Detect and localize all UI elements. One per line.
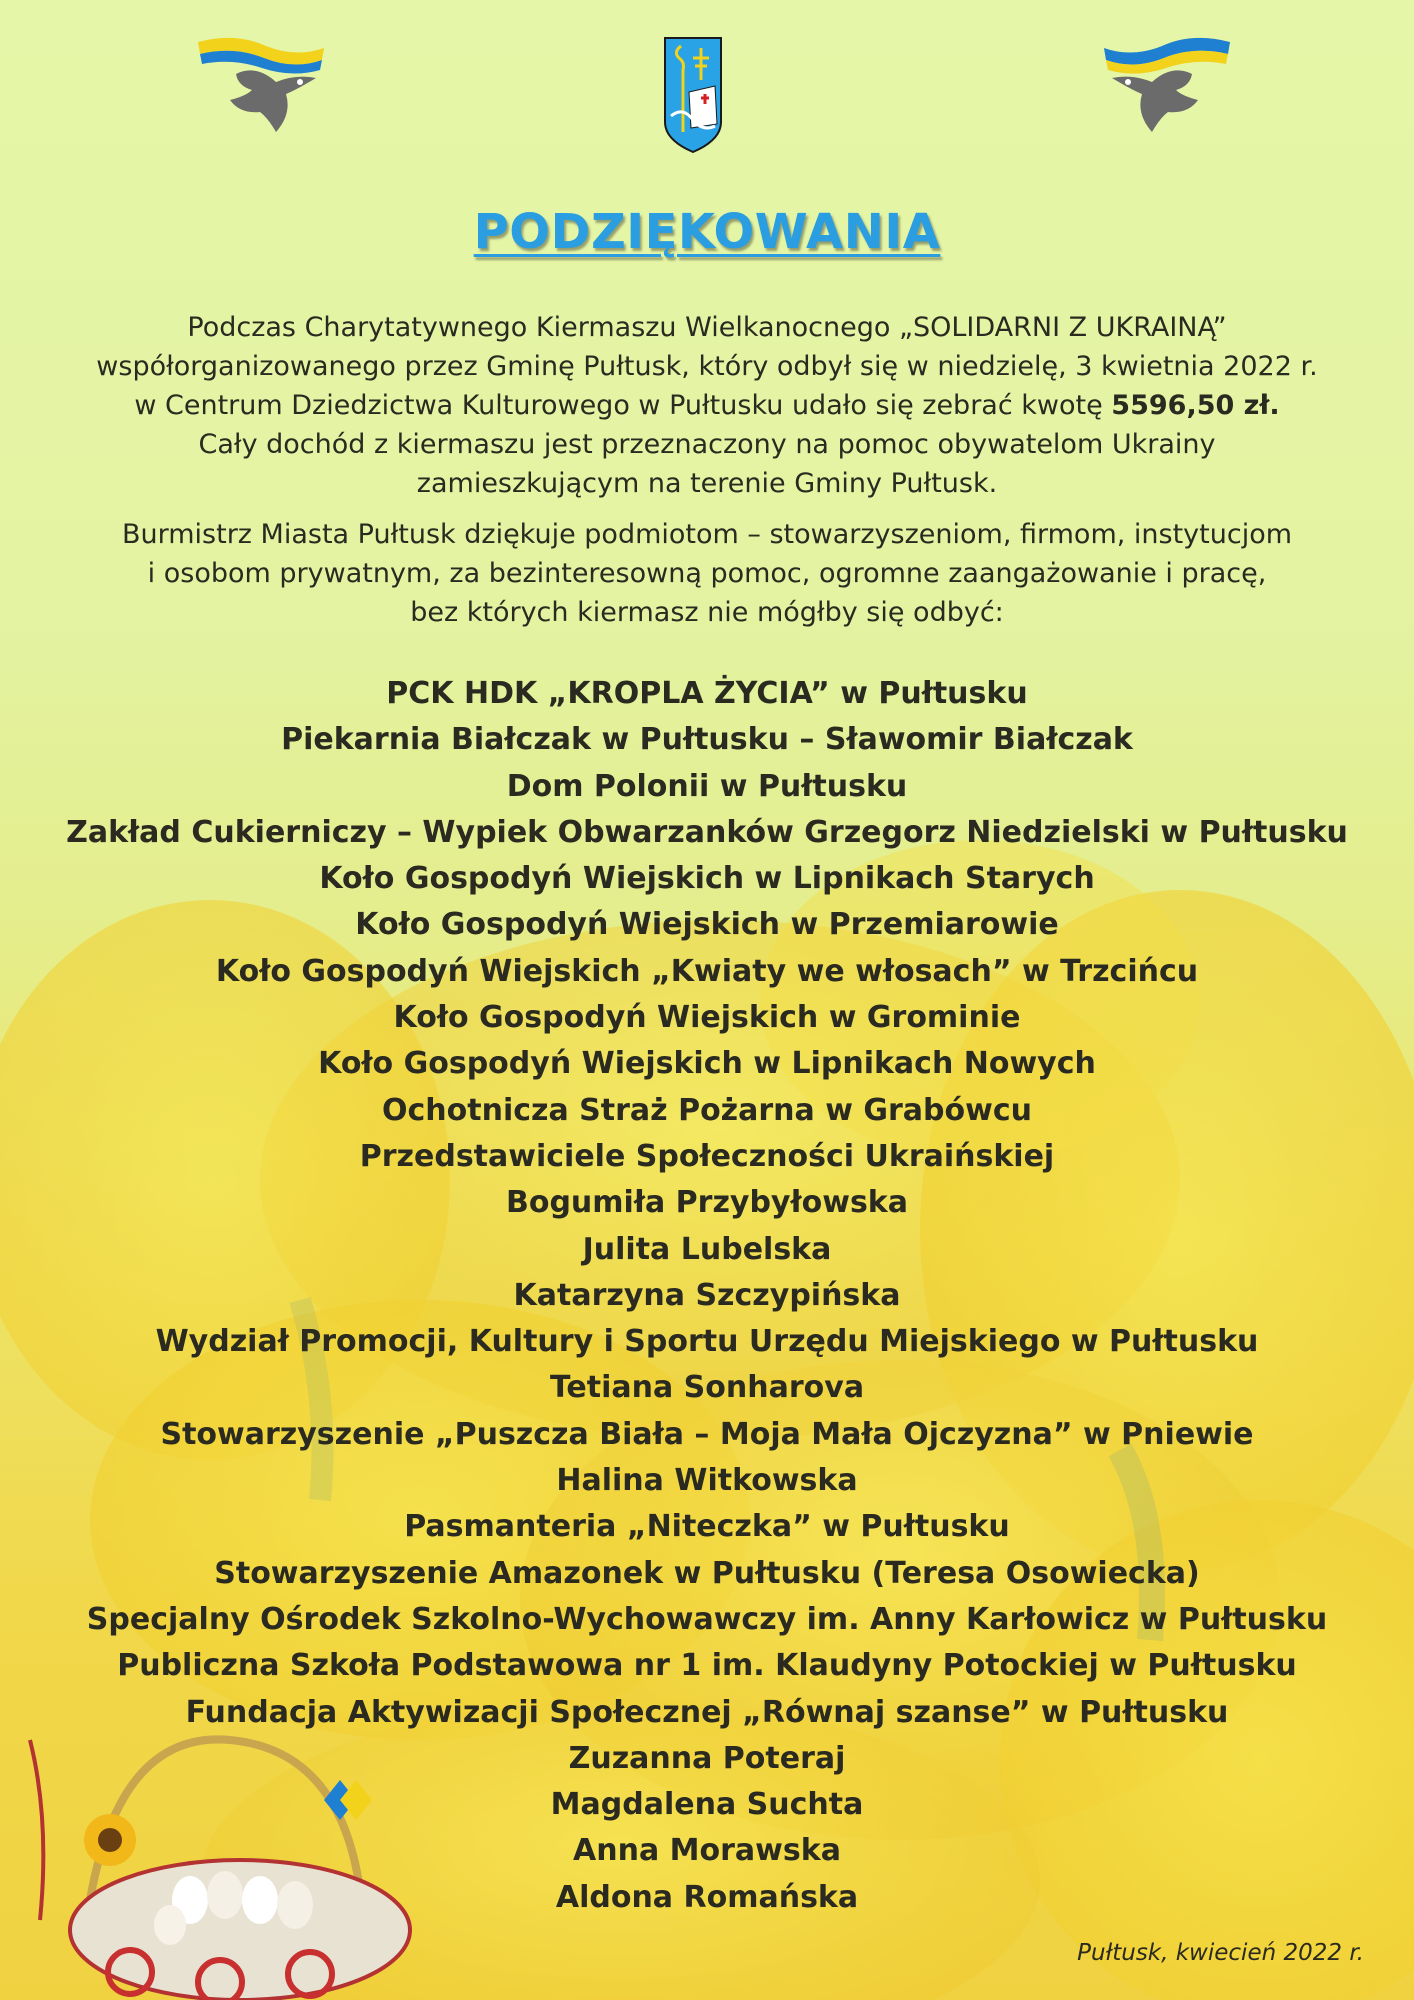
place-date: Pułtusk, kwiecień 2022 r. — [1077, 1940, 1364, 1966]
intro-line: Podczas Charytatywnego Kiermaszu Wielkanocnego „SOLIDARNI Z UKRAINĄ” — [187, 312, 1227, 343]
dove-left-icon — [196, 34, 336, 138]
list-item: Aldona Romańska — [555, 1879, 859, 1915]
list-item: Koło Gospodyń Wiejskich w Lipnikach Starych — [319, 861, 1095, 897]
list-item: Wydział Promocji, Kultury i Sportu Urzędu Miejskiego w Pułtusku — [155, 1324, 1259, 1360]
list-item: Julita Lubelska — [582, 1231, 832, 1267]
intro-paragraph-2 — [40, 515, 1374, 632]
list-item: Tetiana Sonharova — [549, 1370, 865, 1406]
list-item: Koło Gospodyń Wiejskich w Grominie — [393, 1000, 1021, 1036]
intro-line: zamieszkującym na terenie Gminy Pułtusk. — [416, 468, 998, 499]
list-item: PCK HDK „KROPLA ŻYCIA” w Pułtusku — [386, 676, 1028, 711]
list-item: Katarzyna Szczypińska — [513, 1277, 901, 1313]
intro-line: Burmistrz Miasta Pułtusk dziękuje podmiotom – stowarzyszeniom, firmom, instytucjom — [121, 519, 1293, 550]
list-item: Pasmanteria „Niteczka” w Pułtusku — [404, 1509, 1010, 1545]
intro-paragraph-1 — [40, 308, 1374, 503]
list-item: Publiczna Szkoła Podstawowa nr 1 im. Klaudyny Potockiej w Pułtusku — [117, 1648, 1297, 1684]
page-title: PODZIĘKOWANIA — [473, 204, 941, 260]
list-item: Zuzanna Poteraj — [568, 1740, 846, 1776]
list-item: Koło Gospodyń Wiejskich w Przemiarowie — [355, 907, 1059, 943]
list-item: Stowarzyszenie „Puszcza Biała – Moja Mała Ojczyzna” w Pniewie — [160, 1416, 1254, 1452]
intro-line: współorganizowanego przez Gminę Pułtusk, który odbył się w niedzielę, 3 kwietnia 2022 r. — [96, 351, 1318, 382]
intro-line: w Centrum Dziedzictwa Kulturowego w Pułtusku udało się zebrać kwotę — [134, 390, 1112, 421]
dove-right-icon — [1092, 34, 1232, 138]
city-emblem-icon — [663, 36, 723, 154]
list-item: Stowarzyszenie Amazonek w Pułtusku (Teresa Osowiecka) — [214, 1555, 1200, 1591]
list-item: Piekarnia Białczak w Pułtusku – Sławomir Białczak — [281, 722, 1133, 758]
list-item: Anna Morawska — [573, 1833, 841, 1869]
list-item: Specjalny Ośrodek Szkolno-Wychowawczy im. Anny Karłowicz w Pułtusku — [86, 1601, 1328, 1637]
list-item: Przedstawiciele Społeczności Ukraińskiej — [359, 1138, 1055, 1174]
list-item: Koło Gospodyń Wiejskich „Kwiaty we włosach” w Trzcińcu — [215, 953, 1199, 989]
collected-amount: 5596,50 zł. — [1111, 390, 1280, 421]
easter-basket-icon — [10, 1700, 430, 2000]
list-item: Ochotnicza Straż Pożarna w Grabówcu — [382, 1092, 1032, 1128]
intro-line: Cały dochód z kiermaszu jest przeznaczony na pomoc obywatelom Ukrainy — [198, 429, 1216, 460]
list-item: Bogumiła Przybyłowska — [505, 1185, 908, 1221]
intro-line: i osobom prywatnym, za bezinteresowną pomoc, ogromne zaangażowanie i pracę, — [147, 558, 1267, 589]
list-item: Dom Polonii w Pułtusku — [506, 768, 908, 804]
list-item: Fundacja Aktywizacji Społecznej „Równaj szanse” w Pułtusku — [185, 1694, 1229, 1730]
list-item: Halina Witkowska — [556, 1463, 858, 1499]
intro-line: bez których kiermasz nie mógłby się odbyć: — [410, 597, 1004, 628]
list-item: Magdalena Suchta — [550, 1787, 864, 1823]
list-item: Zakład Cukierniczy – Wypiek Obwarzanków Grzegorz Niedzielski w Pułtusku — [66, 814, 1348, 850]
list-item: Koło Gospodyń Wiejskich w Lipnikach Nowych — [318, 1046, 1096, 1082]
intro-text — [40, 308, 1374, 632]
